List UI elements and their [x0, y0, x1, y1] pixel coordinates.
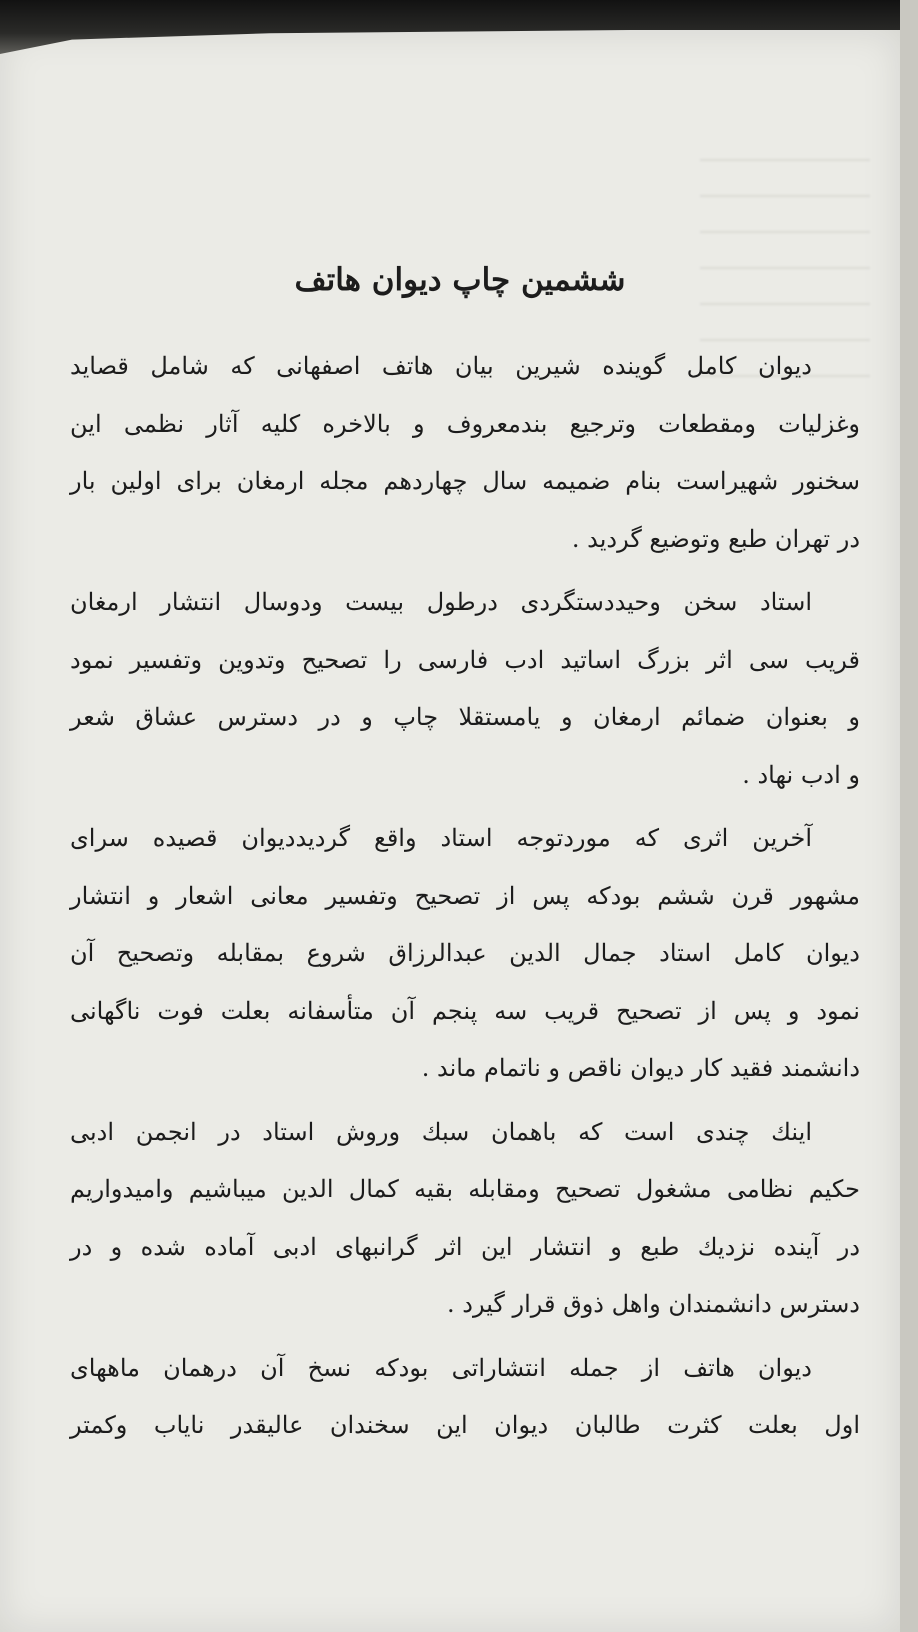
- text-line: استاد سخن وحیددستگردی درطول بیست ودوسال انتشار ارمغان: [70, 588, 812, 616]
- page-title: ششمین چاپ دیوان هاتف: [294, 262, 626, 298]
- text-line: و بعنوان ضمائم ارمغان و یامستقلا چاپ و در دسترس عشاق شعر: [70, 703, 860, 731]
- paragraph-4: [70, 1104, 860, 1334]
- text-line: مشهور قرن ششم بودکه پس از تصحیح وتفسیر معانی اشعار و انتشار: [70, 881, 860, 910]
- text-line: دانشمند فقید کار دیوان ناقص و ناتمام ماند .: [421, 1054, 860, 1082]
- text-line: سخنور شهیراست بنام ضمیمه سال چهاردهم مجله ارمغان برای اولین بار: [70, 467, 860, 495]
- text-line: وغزلیات ومقطعات وترجیع بندمعروف و بالاخره کلیه آثار نظمی این: [70, 409, 860, 438]
- text-line: قریب سی اثر بزرگ اساتید ادب فارسی را تصحیح وتدوین وتفسیر نمود: [70, 645, 860, 674]
- text-line: دیوان هاتف از جمله انتشاراتی بودکه نسخ آن درهمان ماههای: [70, 1353, 812, 1382]
- page-content: [70, 262, 860, 1461]
- text-line: اینك چندی است كه باهمان سبك وروش استاد در انجمن ادبی: [70, 1117, 812, 1146]
- text-line: در تهران طبع وتوضیع گردید .: [571, 524, 860, 553]
- paragraph-3: [70, 810, 860, 1098]
- paragraph-1: [70, 338, 860, 568]
- text-line: دیوان کامل استاد جمال الدین عبدالرزاق شروع بمقابله وتصحیح آن: [70, 939, 860, 967]
- text-line: در آینده نزدیك طبع و انتشار این اثر گرانبهای ادبی آماده شده و در: [70, 1232, 860, 1261]
- text-line: اول بعلت کثرت طالبان دیوان این سخندان عالیقدر نایاب وکمتر: [70, 1411, 860, 1439]
- paragraph-5: [70, 1340, 860, 1455]
- text-line: آخرین اثری که موردتوجه استاد واقع گردیددیوان قصیده سرای: [70, 824, 812, 852]
- page-edge: [900, 0, 918, 1632]
- text-line: دیوان کامل گوینده شیرین بیان هاتف اصفهانی که شامل قصاید: [70, 352, 812, 380]
- paragraph-2: [70, 574, 860, 804]
- text-line: و ادب نهاد .: [742, 760, 860, 789]
- text-line: دسترس دانشمندان واهل ذوق قرار گیرد .: [447, 1290, 860, 1318]
- text-line: نمود و پس از تصحیح قریب سه پنجم آن متأسفانه بعلت فوت ناگهانی: [70, 996, 860, 1025]
- text-line: حکیم نظامی مشغول تصحیح ومقابله بقیه کمال الدین میباشیم وامیدواریم: [70, 1175, 860, 1203]
